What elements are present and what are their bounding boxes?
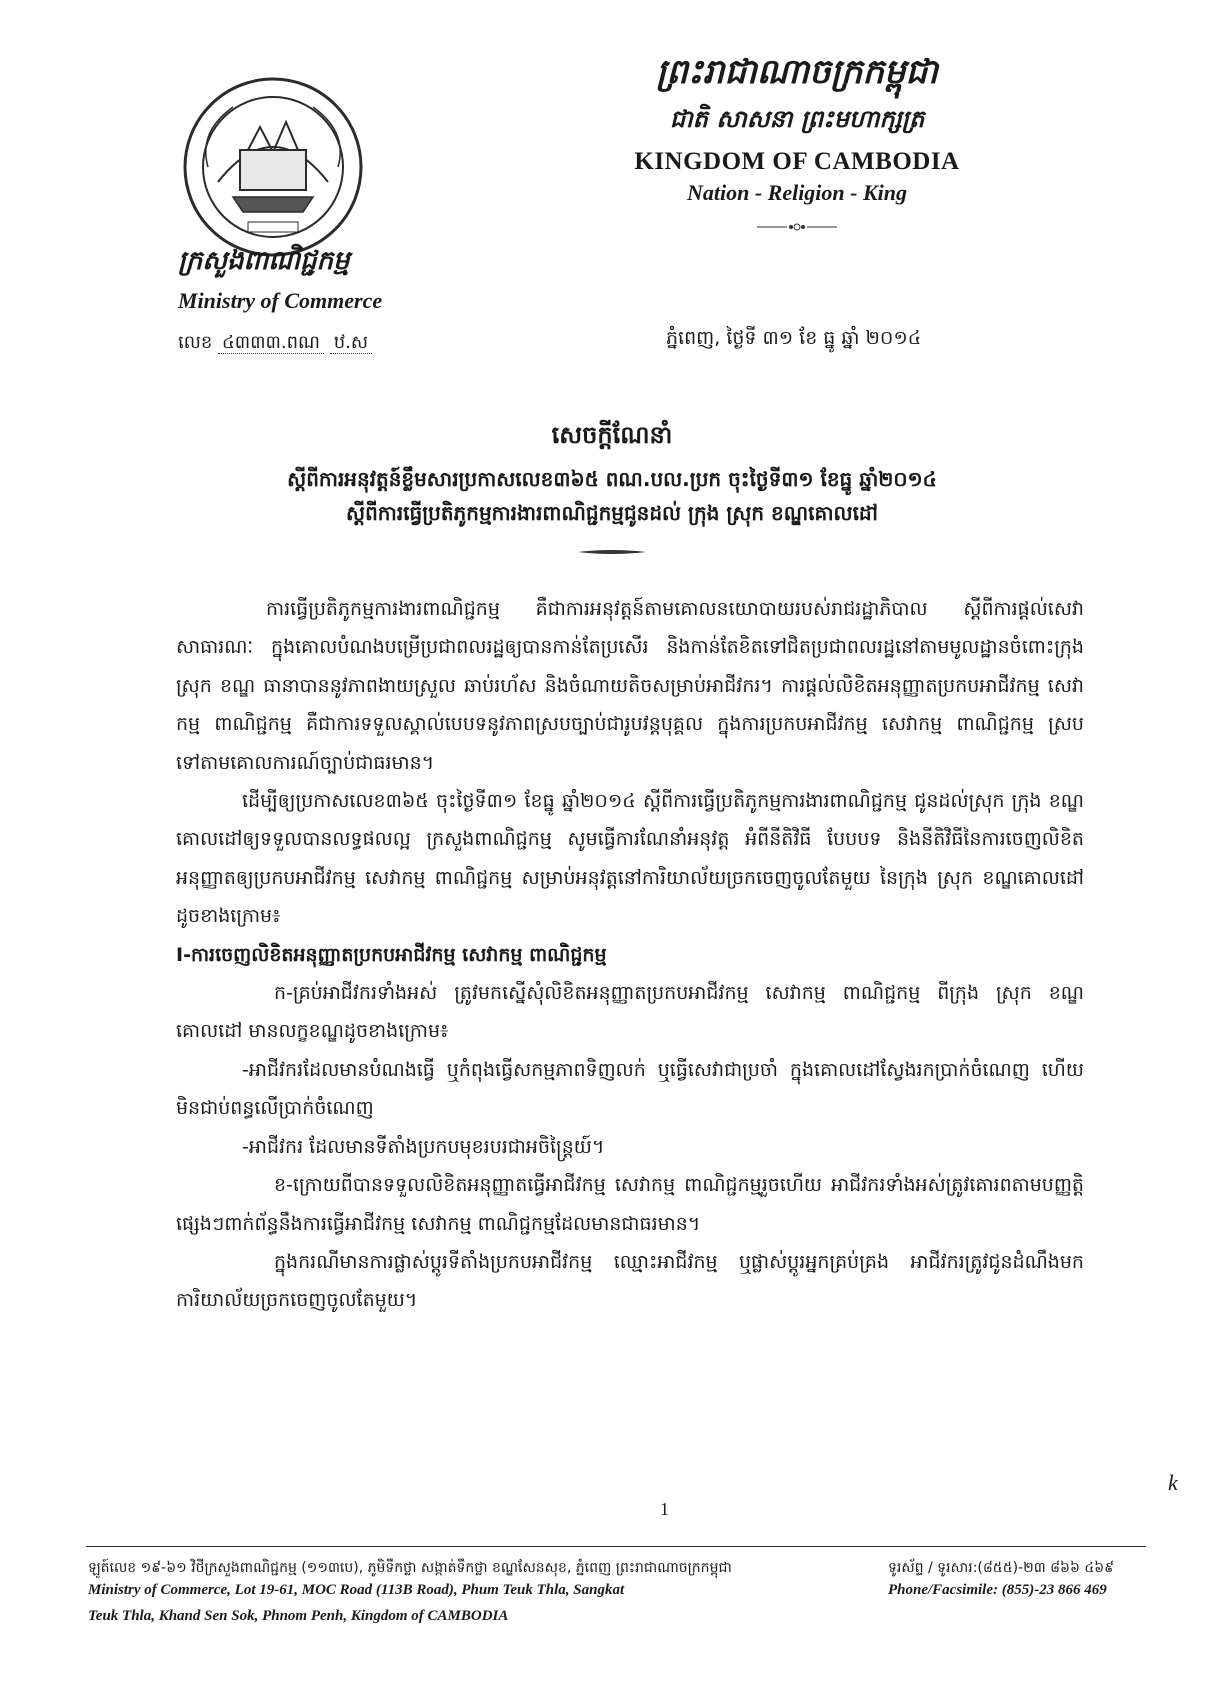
paragraph-7: ក្នុងករណីមានការផ្លាស់ប្តូរទីតាំងប្រកបអាជីវកម្ម ឈ្មោះអាជីវកម្ម ឬផ្លាស់ប្តូរអ្នកគ្រប់គ្រង អាជីវករត្រូវជូនដំណឹងមកការិយាល័យច្រកចេញចូលតែមួយ។ — [176, 1250, 1084, 1312]
ministry-name-en: Ministry of Commerce — [178, 288, 383, 313]
corner-mark: k — [1168, 1470, 1178, 1495]
paragraph-1: ការធ្វើប្រតិភូកម្មការងារពាណិជ្ជកម្ម គឺជាការអនុវត្តន៍តាមគោលនយោបាយរបស់រាជរដ្ឋាភិបាល ស្តីពីការផ្តល់សេវាសាធារណៈ ក្នុងគោលបំណងបម្រើប្រជាពលរដ្ឋឲ្យបានកាន់តែប្រសើរ និងកាន់តែខិតទៅជិតប្រជាពលរដ្ឋនៅតាមមូលដ្ឋានចំពោះក្រុង ស្រុក ខណ្ឌ ធានាបាននូវភាពងាយស្រួល ឆាប់រហ័ស និងចំណាយតិចសម្រាប់អាជីវករ។ ការផ្តល់លិខិតអនុញ្ញាតប្រកបអាជីវកម្ម សេវាកម្ម ពាណិជ្ជកម្ម គឺជាការទទួលស្គាល់បេបទនូវភាពស្របច្បាប់ជារូបវន្តបុគ្គល ក្នុងការប្រកបអាជីវកម្ម សេវាកម្ម ពាណិជ្ជកម្ម ស្របទៅតាមគោលការណ៍ច្បាប់ជាធរមាន។ — [176, 598, 1084, 774]
ref-prefix: លេខ — [178, 332, 213, 353]
paragraph-3: ក-គ្រប់អាជីវករទាំងអស់ ត្រូវមកស្នើសុំលិខិតអនុញ្ញាតប្រកបអាជីវកម្ម សេវាកម្ម ពាណិជ្ជកម្ម ពីក្រុង ស្រុក ខណ្ឌគោលដៅ មានលក្ខខណ្ឌដូចខាងក្រោម៖ — [176, 982, 1084, 1043]
header-ornament-icon — [757, 222, 837, 232]
ref-number: ៤៣៣៣.ពណ — [218, 332, 324, 354]
footer-divider — [86, 1546, 1146, 1547]
motto-en: Nation - Religion - King — [686, 180, 908, 205]
footer-phone-en: Phone/Facsimile: (855)-23 866 469 — [888, 1582, 1107, 1598]
ministry-seal-icon — [178, 72, 368, 262]
motto-kh: ជាតិ សាសនា ព្រះមហាក្សត្រ — [669, 105, 925, 133]
page-number: 1 — [660, 1499, 669, 1519]
date-line: ភ្នំពេញ, ថ្ងៃទី ៣១ ខែ ធ្នូ ឆ្នាំ ២០១៤ — [666, 327, 922, 349]
title-ornament-icon — [578, 548, 646, 556]
ministry-name-kh: ក្រសួងពាណិជ្ជកម្ម — [178, 246, 350, 276]
footer-address-en-2: Teuk Thla, Khand Sen Sok, Phnom Penh, Kingdom of CAMBODIA — [88, 1608, 509, 1624]
paragraph-4: -អាជីវករដែលមានបំណងធ្វើ ឬកំពុងធ្វើសកម្មភាពទិញលក់ ឬធ្វើសេវាជាប្រចាំ ក្នុងគោលដៅស្វែងរកប្រាក់ចំណេញ ហើយមិនជាប់ពន្ធលើប្រាក់ចំណេញ — [176, 1058, 1084, 1120]
ref-suffix: ឋ.ស — [330, 332, 372, 354]
reference-number — [178, 330, 372, 357]
footer-address-kh: ឡូត៍លេខ ១៩-៦១ វិថីក្រសួងពាណិជ្ជកម្ម (១១៣បេ), ភូមិទឹកថ្លា សង្កាត់ទឹកថ្លា ខណ្ឌសែនសុខ, ភ្នំពេញ ព្រះរាជាណាចក្រកម្ពុជា — [88, 1560, 732, 1576]
paragraph-6: ខ-ក្រោយពីបានទទួលលិខិតអនុញ្ញាតធ្វើអាជីវកម្ម សេវាកម្ម ពាណិជ្ជកម្មរួចហើយ អាជីវករទាំងអស់ត្រូវគោរពតាមបញ្ញត្តិផ្សេងៗពាក់ព័ន្ធនឹងការធ្វើអាជីវកម្ម សេវាកម្ម ពាណិជ្ជកម្មដែលមានជាធរមាន។ — [176, 1174, 1084, 1235]
section-heading-1: I-ការចេញលិខិតអនុញ្ញាតប្រកបអាជីវកម្ម សេវាកម្ម ពាណិជ្ជកម្ម — [176, 943, 607, 966]
document-subtitle-1: ស្តីពីការអនុវត្តន៍ខ្លឹមសារប្រកាសលេខ៣៦៥ ពណ.បល.ប្រក ចុះថ្ងៃទី៣១ ខែធ្នូ ឆ្នាំ២០១៤ — [287, 467, 937, 491]
paragraph-5: -អាជីវករ ដែលមានទីតាំងប្រកបមុខរបរជាអចិន្ត្រៃយ៍។ — [242, 1135, 605, 1158]
paragraph-2: ដើម្បីឲ្យប្រកាសលេខ៣៦៥ ចុះថ្ងៃទី៣១ ខែធ្នូ ឆ្នាំ២០១៤ ស្តីពីការធ្វើប្រតិភូកម្មការងារពាណិជ្ជកម្ម ជូនដល់ស្រុក ក្រុង ខណ្ឌគោលដៅឲ្យទទួលបានលទ្ធផលល្អ ក្រសួងពាណិជ្ជកម្ម សូមធ្វើការណែនាំអនុវត្ត អំពីនីតិវិធី បែបបទ និងនីតិវិធីនៃការចេញលិខិតអនុញ្ញាតឲ្យប្រកបអាជីវកម្ម សេវាកម្ម ពាណិជ្ជកម្ម សម្រាប់អនុវត្តនៅការិយាល័យច្រកចេញចូលតែមួយ នៃក្រុង ស្រុក ខណ្ឌគោលដៅដូចខាងក្រោម៖ — [176, 790, 1084, 928]
footer-phone-kh: ទូរស័ព្ទ / ទូរសារ:(៨៥៥)-២៣ ៨៦៦ ៤៦៩ — [888, 1560, 1115, 1576]
document-title: សេចក្តីណែនាំ — [551, 421, 673, 449]
document-subtitle-2: ស្តីពីការធ្វើប្រតិភូកម្មការងារពាណិជ្ជកម្មជូនដល់ ក្រុង ស្រុក ខណ្ឌគោលដៅ — [346, 501, 878, 525]
kingdom-title-en: KINGDOM OF CAMBODIA — [634, 148, 960, 175]
document-body — [176, 590, 1084, 1320]
kingdom-title-kh: ព្រះរាជាណាចក្រកម្ពុជា — [656, 52, 938, 92]
footer-address-en-1: Ministry of Commerce, Lot 19-61, MOC Road (113B Road), Phum Teuk Thla, Sangkat — [88, 1582, 625, 1598]
